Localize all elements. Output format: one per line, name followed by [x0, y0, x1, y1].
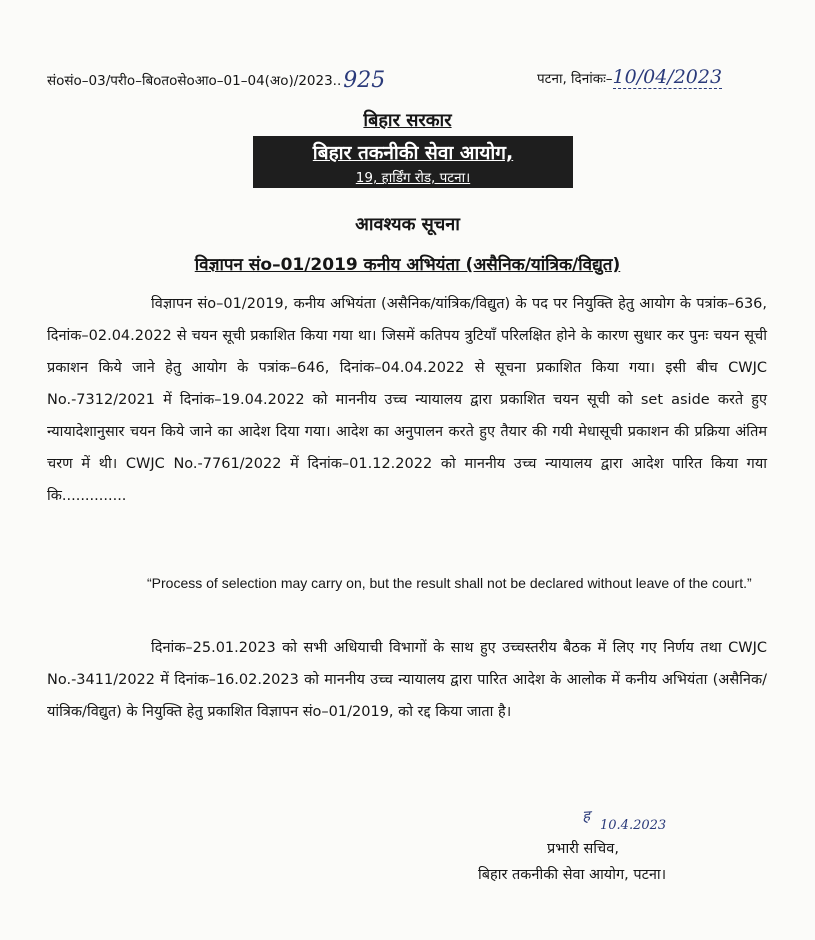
paragraph-1: विज्ञापन संo–01/2019, कनीय अभियंता (असैनिक/यांत्रिक/विद्युत) के पद पर नियुक्ति हेतु आयोग के पत्रांक–636, दिनांक–02.04.2022 से चयन सूची प्रकाशित किया गया था। जिसमें कतिपय त्रुटियाँ परिलक्षित होने के कारण सुधार कर पुनः चयन सूची प्रकाशन किये जाने हेतु आयोग के पत्रांक–646, दिनांक–04.04.2022 से सूचना प्रकाशित किया गया। इसी बीच CWJC No.-7312/2021 में दिनांक–19.04.2022 को माननीय उच्च न्यायालय द्वारा प्रकाशित चयन सूची को set aside करते हुए न्यायादेशानुसार चयन किये जाने का आदेश दिया गया। आदेश का अनुपालन करते हुए तैयार की गयी मेधासूची प्रकाशन की प्रक्रिया अंतिम चरण में थी। CWJC No.-7761/2022 में दिनांक–01.12.2022 को माननीय उच्च न्यायालय द्वारा आदेश पारित किया गया कि.............. [47, 296, 767, 504]
officer-designation: प्रभारी सचिव, [547, 841, 619, 857]
paragraph-2: दिनांक–25.01.2023 को सभी अधियाची विभागों के साथ हुए उच्चस्तरीय बैठक में लिए गए निर्णय तथा CWJC No.-3411/2022 में दिनांक–16.02.2023 को माननीय उच्च न्यायालय द्वारा पारित आदेश के आलोक में कनीय अभियंता (असैनिक/यांत्रिक/विद्युत) के नियुक्ति हेतु प्रकाशित विज्ञापन संo–01/2019, को रद्द किया जाता है। [47, 640, 767, 720]
signature-initials: ह [581, 806, 591, 826]
reference-handwritten: 925 [343, 68, 386, 93]
commission-banner [253, 136, 573, 188]
commission-address: 19, हार्डिंग रोड, पटना। [355, 170, 471, 186]
reference-text: संoसंo–03/परीo–बिoतoसेoआo–01–04(अo)/2023.. [47, 73, 342, 89]
commission-name: बिहार तकनीकी सेवा आयोग, [312, 142, 514, 164]
signature-commission: बिहार तकनीकी सेवा आयोग, पटना। [478, 867, 667, 883]
government-heading [0, 108, 815, 132]
signature-date: 10.4.2023 [600, 818, 667, 833]
place-date [537, 66, 722, 88]
notice-subject: विज्ञापन संo–01/2019 कनीय अभियंता (असैनिक/यांत्रिक/विद्युत) [194, 255, 621, 275]
place-date-label: पटना, दिनांकः– [537, 71, 613, 87]
date-handwritten: 10/04/2023 [612, 66, 723, 88]
government-name: बिहार सरकार [363, 110, 452, 131]
reference-number [47, 66, 385, 91]
notice-title: आवश्यक सूचना [355, 214, 460, 235]
court-quote: “Process of selection may carry on, but the result shall not be declared without leave of the court.” [147, 575, 752, 591]
